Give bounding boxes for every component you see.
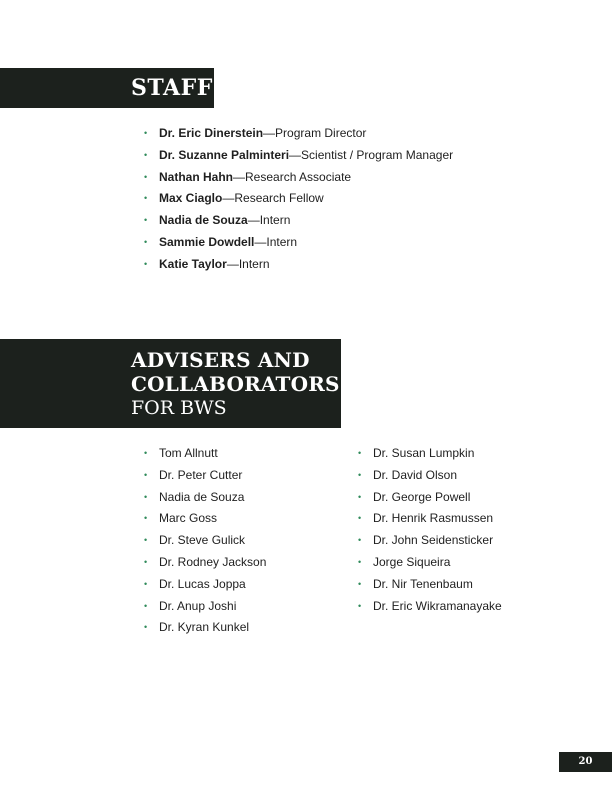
staff-name: Sammie Dowdell bbox=[159, 234, 255, 249]
adviser-name: Dr. Lucas Joppa bbox=[159, 576, 246, 591]
advisers-heading-line3: FOR BWS bbox=[131, 397, 227, 419]
list-item bbox=[144, 123, 453, 145]
adviser-name: Nadia de Souza bbox=[159, 489, 245, 504]
bullet-icon: • bbox=[358, 448, 362, 458]
bullet-icon: • bbox=[144, 171, 148, 182]
bullet-icon: • bbox=[144, 578, 148, 589]
list-item bbox=[144, 508, 266, 530]
staff-role: —Research Associate bbox=[233, 169, 352, 184]
staff-role: —Intern bbox=[226, 256, 270, 271]
advisers-banner bbox=[0, 339, 341, 428]
bullet-icon: • bbox=[358, 469, 362, 480]
advisers-column-2 bbox=[358, 443, 502, 617]
advisers-heading-line2: COLLABORATORS bbox=[131, 372, 340, 396]
bullet-icon: • bbox=[144, 149, 148, 160]
bullet-icon: • bbox=[144, 193, 148, 204]
bullet-icon: • bbox=[358, 513, 362, 524]
staff-role: —Research Fellow bbox=[222, 191, 324, 206]
list-item bbox=[358, 443, 502, 465]
bullet-icon: • bbox=[358, 491, 362, 502]
adviser-name: Dr. Anup Joshi bbox=[159, 598, 237, 613]
list-item bbox=[144, 487, 266, 509]
staff-name: Max Ciaglo bbox=[159, 191, 223, 206]
list-item bbox=[144, 443, 266, 465]
adviser-name: Dr. Peter Cutter bbox=[159, 467, 243, 482]
advisers-heading-line1: ADVISERS AND bbox=[131, 348, 310, 372]
staff-banner bbox=[0, 68, 214, 108]
bullet-icon: • bbox=[144, 535, 148, 546]
bullet-icon: • bbox=[144, 128, 148, 138]
staff-name: Dr. Suzanne Palminteri bbox=[159, 147, 290, 162]
staff-role: —Intern bbox=[254, 234, 298, 249]
list-item bbox=[144, 574, 266, 596]
adviser-name: Tom Allnutt bbox=[159, 446, 218, 460]
list-item bbox=[358, 465, 502, 487]
bullet-icon: • bbox=[144, 448, 148, 458]
page-number: 20 bbox=[559, 752, 612, 772]
staff-name: Nadia de Souza bbox=[159, 213, 248, 228]
list-item bbox=[144, 254, 453, 276]
list-item bbox=[358, 530, 502, 552]
list-item bbox=[144, 210, 453, 232]
list-item bbox=[144, 596, 266, 618]
bullet-icon: • bbox=[144, 491, 148, 502]
adviser-name: Dr. Eric Wikramanayake bbox=[373, 598, 502, 613]
adviser-name: Dr. Henrik Rasmussen bbox=[373, 511, 494, 526]
list-item bbox=[358, 596, 502, 618]
list-item bbox=[144, 188, 453, 210]
bullet-icon: • bbox=[144, 215, 148, 226]
staff-name: Katie Taylor bbox=[159, 256, 227, 271]
list-item bbox=[358, 487, 502, 509]
list-item bbox=[358, 508, 502, 530]
adviser-name: Dr. George Powell bbox=[373, 489, 471, 504]
adviser-name: Marc Goss bbox=[159, 511, 218, 526]
bullet-icon: • bbox=[144, 513, 148, 524]
adviser-name: Dr. Rodney Jackson bbox=[159, 554, 267, 569]
list-item bbox=[144, 617, 266, 639]
bullet-icon: • bbox=[144, 556, 148, 567]
bullet-icon: • bbox=[358, 535, 362, 546]
adviser-name: Dr. John Seidensticker bbox=[373, 533, 494, 548]
bullet-icon: • bbox=[144, 236, 148, 247]
adviser-name: Dr. David Olson bbox=[373, 467, 458, 482]
list-item bbox=[144, 465, 266, 487]
staff-role: —Program Director bbox=[263, 126, 367, 140]
advisers-column-1 bbox=[144, 443, 266, 639]
staff-heading: STAFF bbox=[131, 75, 213, 101]
bullet-icon: • bbox=[144, 600, 148, 611]
adviser-name: Dr. Kyran Kunkel bbox=[159, 620, 250, 635]
staff-role: —Scientist / Program Manager bbox=[289, 147, 454, 162]
bullet-icon: • bbox=[358, 600, 362, 611]
list-item bbox=[144, 552, 266, 574]
list-item bbox=[358, 574, 502, 596]
bullet-icon: • bbox=[358, 556, 362, 567]
adviser-name: Dr. Susan Lumpkin bbox=[373, 446, 475, 460]
staff-list bbox=[144, 123, 453, 276]
list-item bbox=[144, 232, 453, 254]
bullet-icon: • bbox=[358, 578, 362, 589]
list-item bbox=[144, 167, 453, 189]
bullet-icon: • bbox=[144, 622, 148, 633]
list-item bbox=[358, 552, 502, 574]
adviser-name: Dr. Steve Gulick bbox=[159, 533, 246, 548]
adviser-name: Jorge Siqueira bbox=[373, 554, 451, 569]
list-item bbox=[144, 530, 266, 552]
list-item bbox=[144, 145, 453, 167]
staff-role: —Intern bbox=[247, 213, 291, 228]
staff-name: Dr. Eric Dinerstein bbox=[159, 126, 264, 140]
bullet-icon: • bbox=[144, 469, 148, 480]
staff-name: Nathan Hahn bbox=[159, 169, 234, 184]
bullet-icon: • bbox=[144, 258, 148, 269]
adviser-name: Dr. Nir Tenenbaum bbox=[373, 576, 473, 591]
